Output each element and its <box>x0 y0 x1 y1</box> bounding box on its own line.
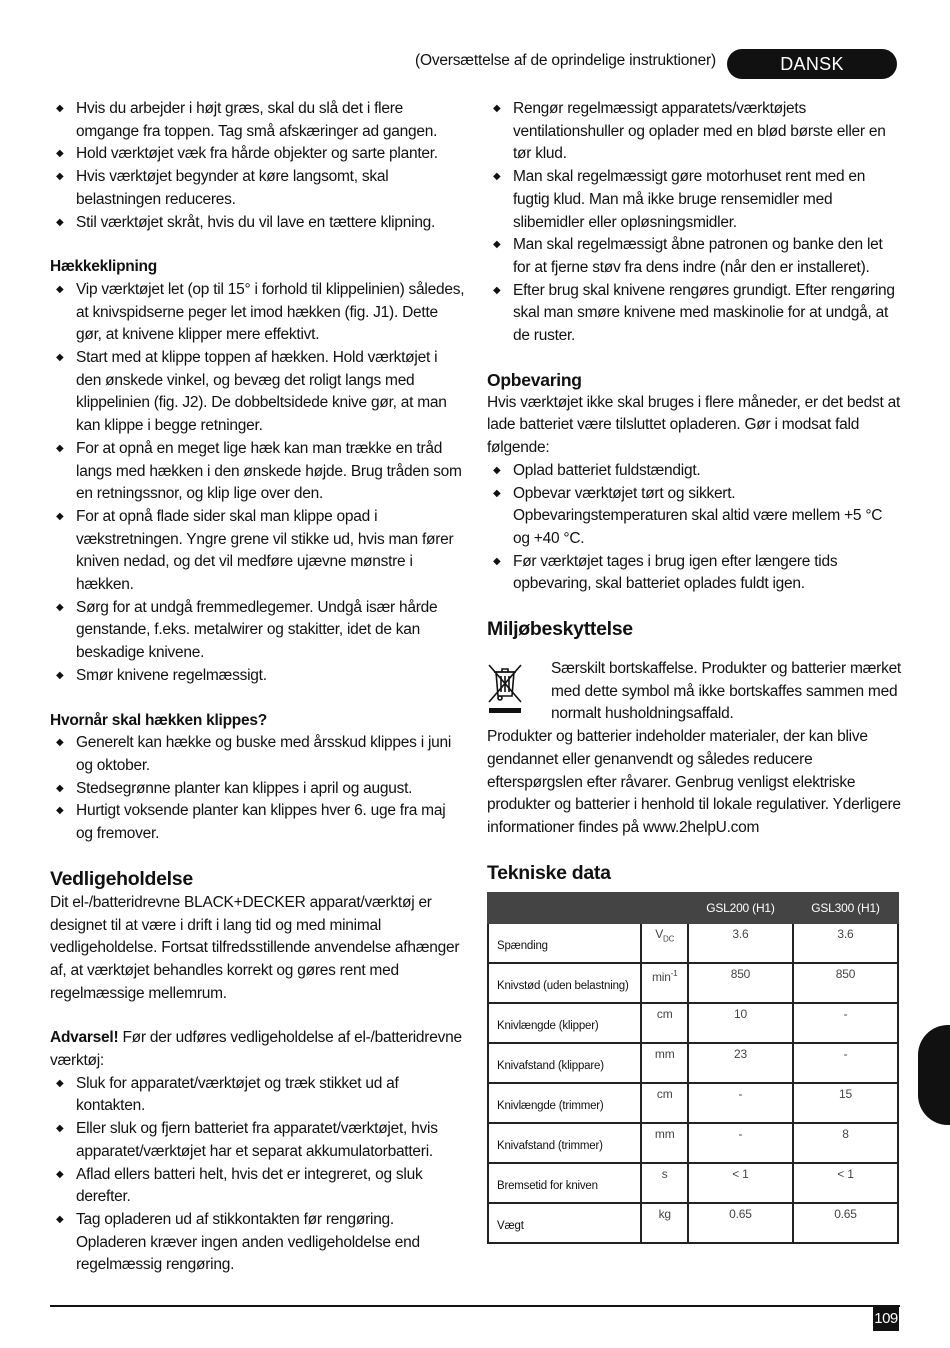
storage-text: Hvis værktøjet ikke skal bruges i flere måneder, er det bedst at lade batteriet være tilsluttet opladeren. Gør i modsat fald følgende: <box>487 393 901 457</box>
param-name: Knivafstand (klippare) <box>488 1043 641 1083</box>
unit-text: V <box>655 926 664 941</box>
table-row <box>488 1163 898 1203</box>
unit-text: min <box>651 969 671 984</box>
list-item <box>487 280 902 348</box>
cleaning-bullets <box>487 98 902 348</box>
param-unit <box>641 963 687 1003</box>
bullet-icon: ◆ <box>56 805 64 817</box>
list-item-text: Stedsegrønne planter kan klippes i april og august. <box>76 779 413 797</box>
unit-subscript: DC <box>663 934 675 944</box>
when-bullets <box>50 732 465 846</box>
param-name: Knivstød (uden belastning) <box>488 963 641 1003</box>
list-item-text: Man skal regelmæssigt åbne patronen og banke den let for at fjerne støv fra dens indre (når den er installeret). <box>513 236 883 276</box>
list-item-text: Hold værktøjet væk fra hårde objekter og sarte planter. <box>76 145 438 163</box>
footer-rule <box>50 1305 900 1307</box>
bullet-icon: ◆ <box>56 216 64 228</box>
maintenance-bullets <box>50 1073 465 1277</box>
maintenance-text: Dit el-/batteridrevne BLACK+DECKER apparat/værktøj er designet til at være i drift i lang tid og med minimal vedligeholdelse. Fortsat tilfredsstillende anvendelse afhænger af, at værktøjet behandles korrekt og gøres rent med regelmæssige mellemrum. <box>50 893 460 1002</box>
storage-heading: Opbevaring <box>487 369 582 390</box>
page-number: 109 <box>873 1307 899 1331</box>
value-gsl200: 3.6 <box>688 923 793 963</box>
list-item-text: Start med at klippe toppen af hækken. Hold værktøjet i den ønskede vinkel, og bevæg det roligt langs med klippelinien (fig. J2). De dobbeltsidede knive gør, at man kan klippe i begge retninger. <box>76 349 447 435</box>
table-row <box>488 1003 898 1043</box>
value-gsl300: 850 <box>793 963 898 1003</box>
table-row <box>488 1043 898 1083</box>
warning-label: Advarsel! <box>50 1029 119 1047</box>
list-item <box>50 800 465 845</box>
warning-paragraph <box>50 1027 465 1072</box>
bullet-icon: ◆ <box>56 669 64 681</box>
value-gsl300: 0.65 <box>793 1203 898 1243</box>
param-name: Vægt <box>488 1203 641 1243</box>
value-gsl300: 8 <box>793 1123 898 1163</box>
value-gsl200: 0.65 <box>688 1203 793 1243</box>
table-header-row <box>488 893 898 923</box>
tech-data-table <box>487 892 899 1244</box>
bullet-icon: ◆ <box>493 487 501 499</box>
list-item <box>50 347 465 438</box>
list-item <box>487 483 902 551</box>
list-item <box>487 166 902 234</box>
table-row <box>488 1203 898 1243</box>
param-name: Spænding <box>488 923 641 963</box>
environment-text-1: Særskilt bortskaffelse. Produkter og batterier mærket med dette symbol må ikke bortskaffes sammen med normalt husholdningsaffald. <box>551 660 901 723</box>
list-item-text: Hurtigt voksende planter kan klippes hver 6. uge fra maj og fremover. <box>76 802 446 843</box>
language-badge: DANSK <box>727 49 897 79</box>
unit-text: kg <box>658 1206 671 1221</box>
list-item <box>50 1164 465 1209</box>
bullet-icon: ◆ <box>56 283 64 295</box>
tech-heading: Tekniske data <box>487 861 611 884</box>
value-gsl300: - <box>793 1003 898 1043</box>
value-gsl300: 15 <box>793 1083 898 1123</box>
param-name: Bremsetid for kniven <box>488 1163 641 1203</box>
list-item-text: For at opnå flade sider skal man klippe opad i vækstretningen. Yngre grene vil stikke ud, hvis man fører kniven nedad, og det vil medføre ujævne mønstre i hækken. <box>76 507 454 594</box>
table-row <box>488 963 898 1003</box>
bullet-icon: ◆ <box>56 601 64 613</box>
right-column <box>487 98 902 1244</box>
param-name: Knivafstand (trimmer) <box>488 1123 641 1163</box>
unit-superscript: -1 <box>670 968 678 978</box>
list-item-text: Aflad ellers batteri helt, hvis det er integreret, og sluk derefter. <box>76 1165 423 1206</box>
list-item <box>50 212 465 235</box>
list-item <box>50 279 465 347</box>
bullet-icon: ◆ <box>56 148 64 160</box>
when-heading: Hvornår skal hækken klippes? <box>50 711 267 729</box>
param-unit <box>641 1003 687 1043</box>
list-item <box>50 166 465 211</box>
bullet-icon: ◆ <box>56 352 64 364</box>
list-item-text: Stil værktøjet skråt, hvis du vil lave en tættere klipning. <box>76 213 436 231</box>
table-header-blank <box>488 893 688 923</box>
bullet-icon: ◆ <box>493 464 501 476</box>
value-gsl200: - <box>688 1123 793 1163</box>
bullet-icon: ◆ <box>56 103 64 114</box>
table-row <box>488 923 898 963</box>
environment-text-2: Produkter og batterier indeholder materialer, der kan blive gendannet eller genanvendt og således reducere efterspørgslen efter råvarer. Genbrug venligst elektriske produkter og batterier i henhold til lokale regulativer. Yderligere informationer findes på www.2helpU.com <box>487 728 901 836</box>
bullet-icon: ◆ <box>493 103 501 114</box>
value-gsl200: 10 <box>688 1003 793 1043</box>
environment-block <box>487 658 902 840</box>
list-item-text: Smør knivene regelmæssigt. <box>76 666 267 684</box>
list-item-text: Vip værktøjet let (op til 15° i forhold til klippelinien) således, at knivspidserne peger let imod hækken (fig. J1). Dette gør, at knivene klipper mere effektivt. <box>76 280 465 344</box>
list-item-text: Sørg for at undgå fremmedlegemer. Undgå især hårde genstande, f.eks. metalwirer og stakitter, idet de kan beskadige knivene. <box>76 598 438 662</box>
bullet-icon: ◆ <box>493 284 501 296</box>
bullet-icon: ◆ <box>56 171 64 183</box>
bullet-icon: ◆ <box>493 171 501 183</box>
value-gsl300: < 1 <box>793 1163 898 1203</box>
value-gsl300: 3.6 <box>793 923 898 963</box>
list-item <box>50 732 465 777</box>
hedge-heading: Hækkeklipning <box>50 258 157 276</box>
list-item-text: Opbevar værktøjet tørt og sikkert. Opbevaringstemperaturen skal altid være mellem +5 °C og +40 °C. <box>513 484 883 547</box>
param-unit <box>641 1203 687 1243</box>
list-item-text: Før værktøjet tages i brug igen efter længere tids opbevaring, skal batteriet oplades fuldt igen. <box>513 552 838 593</box>
table-header-gsl200: GSL200 (H1) <box>688 893 793 923</box>
bullet-icon: ◆ <box>56 510 64 522</box>
list-item <box>50 1118 465 1163</box>
list-item-text: Efter brug skal knivene rengøres grundigt. Efter rengøring skal man smøre knivene med maskinolie for at undgå, at de ruster. <box>513 281 895 345</box>
bullet-icon: ◆ <box>56 1168 64 1180</box>
list-item <box>487 460 902 483</box>
intro-bullets <box>50 98 465 234</box>
list-item <box>487 551 902 596</box>
param-unit <box>641 923 687 963</box>
unit-text: cm <box>656 1006 673 1021</box>
value-gsl300: - <box>793 1043 898 1083</box>
list-item-text: Tag opladeren ud af stikkontakten før rengøring. Opladeren kræver ingen anden vedligeholdelse end regelmæssig rengøring. <box>76 1210 420 1274</box>
bullet-icon: ◆ <box>56 1213 64 1225</box>
storage-bullets <box>487 460 902 596</box>
param-name: Knivlængde (klipper) <box>488 1003 641 1043</box>
unit-text: mm <box>654 1046 675 1061</box>
value-gsl200: < 1 <box>688 1163 793 1203</box>
bullet-icon: ◆ <box>56 442 64 454</box>
list-item <box>50 597 465 665</box>
unit-text: s <box>661 1166 668 1181</box>
value-gsl200: - <box>688 1083 793 1123</box>
bullet-icon: ◆ <box>56 782 64 794</box>
param-unit <box>641 1083 687 1123</box>
list-item-text: Man skal regelmæssigt gøre motorhuset rent med en fugtig klud. Man må ikke bruge rensemidler med slibemidler eller opløsningsmidler. <box>513 168 866 231</box>
list-item-text: Oplad batteriet fuldstændigt. <box>513 461 701 479</box>
list-item-text: Hvis værktøjet begynder at køre langsomt, skal belastningen reduceres. <box>76 168 389 208</box>
table-row <box>488 1123 898 1163</box>
list-item <box>50 438 465 506</box>
table-body <box>488 923 898 1243</box>
list-item <box>487 234 902 279</box>
list-item-text: Hvis du arbejder i højt græs, skal du slå det i flere omgange fra toppen. Tag små afskæringer ad gangen. <box>76 100 438 140</box>
list-item-text: Generelt kan hække og buske med årsskud klippes i juni og oktober. <box>76 734 452 774</box>
list-item <box>50 98 465 143</box>
param-unit <box>641 1163 687 1203</box>
list-item <box>50 143 465 166</box>
param-unit <box>641 1043 687 1083</box>
value-gsl200: 850 <box>688 963 793 1003</box>
list-item-text: Rengør regelmæssigt apparatets/værktøjets ventilationshuller og oplader med en blød børste eller en tør klud. <box>513 100 886 163</box>
hedge-bullets <box>50 279 465 688</box>
unit-text: cm <box>656 1086 673 1101</box>
bullet-icon: ◆ <box>56 1123 64 1135</box>
maintenance-heading: Vedligeholdelse <box>50 867 193 890</box>
param-unit <box>641 1123 687 1163</box>
list-item-text: For at opnå en meget lige hæk kan man trække en tråd langs med hækken i den ønskede højde. Brug tråden som en retningssnor, og klip lige over den. <box>76 439 462 503</box>
unit-text: mm <box>654 1126 675 1141</box>
list-item <box>50 1073 465 1118</box>
bullet-icon: ◆ <box>56 1077 64 1089</box>
param-name: Knivlængde (trimmer) <box>488 1083 641 1123</box>
crossed-out-bin-icon <box>487 662 523 714</box>
bullet-icon: ◆ <box>493 239 501 251</box>
table-header-gsl300: GSL300 (H1) <box>793 893 898 923</box>
list-item <box>50 1209 465 1277</box>
environment-heading: Miljøbeskyttelse <box>487 618 633 641</box>
header-note: (Oversættelse af de oprindelige instruktioner) <box>415 52 716 69</box>
table-row <box>488 1083 898 1123</box>
bullet-icon: ◆ <box>56 737 64 749</box>
side-tab <box>918 1025 950 1125</box>
bullet-icon: ◆ <box>493 555 501 567</box>
warning-text: Før der udføres vedligeholdelse af el-/batteridrevne værktøj: <box>50 1029 462 1070</box>
list-item <box>50 665 465 688</box>
list-item-text: Eller sluk og fjern batteriet fra apparatet/værktøjet, hvis apparatet/værktøjet har et separat akkumulatorbatteri. <box>76 1120 438 1160</box>
list-item <box>50 506 465 597</box>
value-gsl200: 23 <box>688 1043 793 1083</box>
list-item <box>487 98 902 166</box>
list-item-text: Sluk for apparatet/værktøjet og træk stikket ud af kontakten. <box>76 1074 399 1115</box>
left-column <box>50 98 465 1277</box>
list-item <box>50 778 465 801</box>
